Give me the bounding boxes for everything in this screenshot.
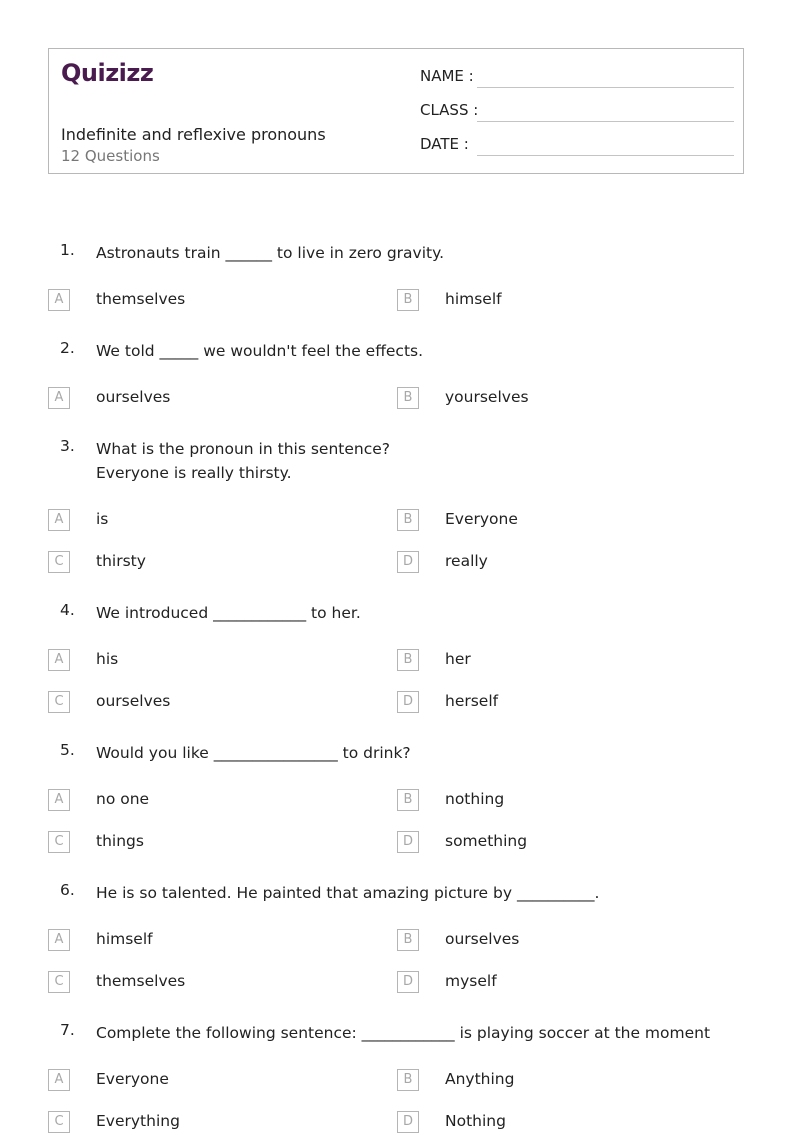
- answer-option[interactable]: [48, 551, 368, 575]
- answer-option[interactable]: [48, 1069, 368, 1093]
- question-line: Astronauts train ______ to live in zero gravity.: [96, 244, 444, 262]
- option-text: ourselves: [445, 930, 520, 948]
- option-text: herself: [445, 692, 499, 710]
- option-text: Nothing: [445, 1112, 506, 1130]
- option-letter-box[interactable]: B: [397, 929, 419, 951]
- option-letter-box[interactable]: B: [397, 1069, 419, 1091]
- answer-option[interactable]: [397, 929, 717, 953]
- option-text: ourselves: [96, 388, 171, 406]
- name-field[interactable]: [420, 67, 734, 91]
- option-letter-box[interactable]: D: [397, 1111, 419, 1133]
- answer-option[interactable]: [48, 649, 368, 673]
- option-letter-box[interactable]: D: [397, 691, 419, 713]
- question-count: 12 Questions: [61, 147, 160, 165]
- quizizz-logo: Quizizz: [61, 59, 154, 87]
- answer-option[interactable]: [48, 387, 368, 411]
- question-line: We told _____ we wouldn't feel the effects.: [96, 342, 424, 360]
- worksheet-title: Indefinite and reflexive pronouns: [61, 125, 326, 144]
- question-number: 3.: [60, 437, 75, 455]
- option-text: ourselves: [96, 692, 171, 710]
- option-text: Everything: [96, 1112, 180, 1130]
- question-line: What is the pronoun in this sentence?: [96, 440, 390, 458]
- option-letter-box[interactable]: A: [48, 289, 70, 311]
- option-text: themselves: [96, 290, 186, 308]
- answer-option[interactable]: [397, 289, 717, 313]
- answer-option[interactable]: [397, 509, 717, 533]
- option-letter-box[interactable]: C: [48, 831, 70, 853]
- question-number: 5.: [60, 741, 75, 759]
- option-letter-box[interactable]: B: [397, 509, 419, 531]
- option-letter-box[interactable]: C: [48, 551, 70, 573]
- option-letter-box[interactable]: B: [397, 649, 419, 671]
- answer-option[interactable]: [397, 1111, 717, 1135]
- date-label: DATE :: [420, 135, 469, 153]
- option-text: Everyone: [445, 510, 518, 528]
- option-letter-box[interactable]: A: [48, 929, 70, 951]
- option-text: thirsty: [96, 552, 146, 570]
- answer-option[interactable]: [397, 649, 717, 673]
- option-letter-box[interactable]: D: [397, 831, 419, 853]
- question-text: [96, 1021, 736, 1045]
- answer-option[interactable]: [48, 289, 368, 313]
- option-letter-box[interactable]: A: [48, 789, 70, 811]
- option-text: his: [96, 650, 119, 668]
- option-letter-box[interactable]: A: [48, 649, 70, 671]
- answer-option[interactable]: [48, 691, 368, 715]
- option-letter-box[interactable]: A: [48, 1069, 70, 1091]
- question-line: Complete the following sentence: ____________ is playing soccer at the moment: [96, 1024, 711, 1042]
- option-letter-box[interactable]: A: [48, 387, 70, 409]
- class-label: CLASS :: [420, 101, 479, 119]
- answer-option[interactable]: [48, 789, 368, 813]
- option-text: nothing: [445, 790, 505, 808]
- answer-option[interactable]: [397, 1069, 717, 1093]
- option-letter-box[interactable]: C: [48, 691, 70, 713]
- class-line: [477, 121, 734, 122]
- answer-option[interactable]: [48, 509, 368, 533]
- option-letter-box[interactable]: D: [397, 971, 419, 993]
- answer-option[interactable]: [397, 789, 717, 813]
- option-text: myself: [445, 972, 497, 990]
- question-number: 1.: [60, 241, 75, 259]
- option-text: himself: [96, 930, 153, 948]
- question-number: 2.: [60, 339, 75, 357]
- question-line: Would you like ________________ to drink?: [96, 744, 411, 762]
- answer-option[interactable]: [397, 831, 717, 855]
- option-text: really: [445, 552, 488, 570]
- question-text: [96, 881, 736, 905]
- answer-option[interactable]: [397, 971, 717, 995]
- answer-option[interactable]: [397, 691, 717, 715]
- option-letter-box[interactable]: C: [48, 1111, 70, 1133]
- option-letter-box[interactable]: B: [397, 387, 419, 409]
- option-letter-box[interactable]: B: [397, 789, 419, 811]
- answer-option[interactable]: [48, 831, 368, 855]
- date-line: [477, 155, 734, 156]
- option-text: her: [445, 650, 471, 668]
- answer-option[interactable]: [397, 551, 717, 575]
- option-text: yourselves: [445, 388, 529, 406]
- option-text: Anything: [445, 1070, 515, 1088]
- worksheet-header: [48, 48, 744, 174]
- option-letter-box[interactable]: C: [48, 971, 70, 993]
- question-line: Everyone is really thirsty.: [96, 464, 292, 482]
- name-line: [477, 87, 734, 88]
- question-text: [96, 741, 736, 765]
- option-text: something: [445, 832, 528, 850]
- option-letter-box[interactable]: D: [397, 551, 419, 573]
- date-field[interactable]: [420, 135, 734, 159]
- question-text: [96, 437, 736, 485]
- answer-option[interactable]: [48, 929, 368, 953]
- question-text: [96, 601, 736, 625]
- option-text: themselves: [96, 972, 186, 990]
- option-text: things: [96, 832, 144, 850]
- question-line: We introduced ____________ to her.: [96, 604, 361, 622]
- name-label: NAME :: [420, 67, 474, 85]
- class-field[interactable]: [420, 101, 734, 125]
- question-number: 7.: [60, 1021, 75, 1039]
- option-text: no one: [96, 790, 150, 808]
- answer-option[interactable]: [48, 971, 368, 995]
- option-letter-box[interactable]: B: [397, 289, 419, 311]
- option-text: Everyone: [96, 1070, 169, 1088]
- question-line: He is so talented. He painted that amazing picture by __________.: [96, 884, 600, 902]
- answer-option[interactable]: [48, 1111, 368, 1135]
- question-number: 6.: [60, 881, 75, 899]
- question-text: [96, 241, 736, 265]
- answer-option[interactable]: [397, 387, 717, 411]
- question-text: [96, 339, 736, 363]
- question-number: 4.: [60, 601, 75, 619]
- option-letter-box[interactable]: A: [48, 509, 70, 531]
- option-text: is: [96, 510, 109, 528]
- option-text: himself: [445, 290, 502, 308]
